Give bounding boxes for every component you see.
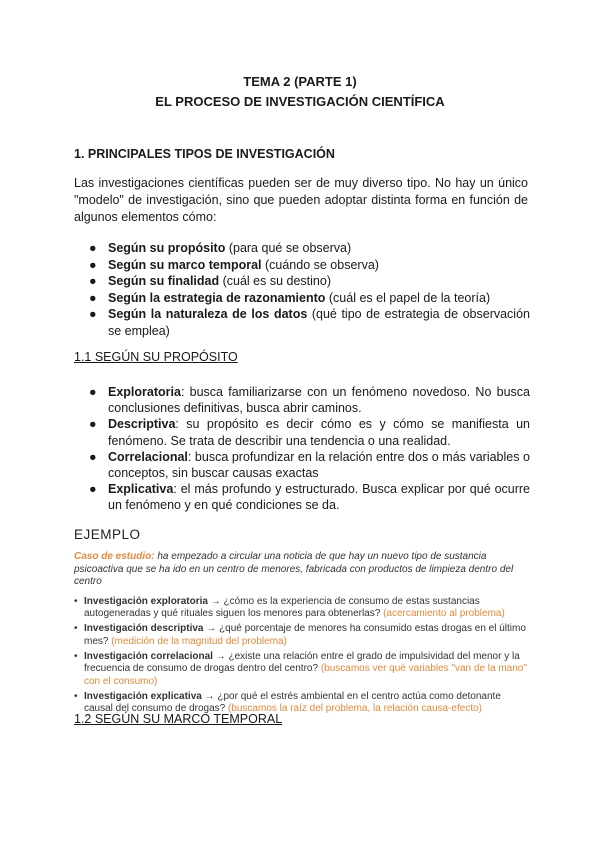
- section-heading-tipos: 1. PRINCIPALES TIPOS DE INVESTIGACIÓN: [74, 147, 335, 161]
- list-item: • Investigación explicativa → ¿por qué el estrés ambiental en el centro actúa como detonante causal del consumo de drogas? (buscamos la raíz del problema, la relación causa-efecto): [74, 690, 501, 714]
- list-item: • Investigación descriptiva → ¿qué porcentaje de menores ha consumido estas drogas en el último mes? (medición de la magnitud del problema): [74, 623, 526, 647]
- subsection-heading-marco-temporal: 1.2 SEGÚN SU MARCO TEMPORAL: [74, 712, 283, 726]
- list-item: ● Según su finalidad (cuál es su destino): [89, 274, 331, 288]
- list-item: ● Descriptiva: su propósito es decir cómo es y cómo se manifiesta un fenómeno. Se trata de describir una tendencia o una realidad.: [89, 417, 530, 448]
- list-item: ● Según su propósito (para qué se observa): [89, 241, 352, 255]
- list-item: • Investigación correlacional → ¿existe una relación entre el grado de impulsividad del menor y la frecuencia de consumo de drogas dentro del centro? (buscamos ver qué variables "van de la mano" con el consumo): [74, 650, 527, 687]
- list-item: ● Correlacional: busca profundizar en la relación entre dos o más variables o conceptos, sin buscar causas exactas: [89, 449, 530, 481]
- example-list: [74, 596, 532, 716]
- list-item: ● Según su marco temporal (cuándo se observa): [89, 257, 379, 272]
- list-item: ● Según la naturaleza de los datos (qué tipo de estrategia de observación se emplea): [89, 307, 530, 338]
- criteria-list: [74, 240, 530, 339]
- intro-paragraph: Las investigaciones científicas pueden ser de muy diverso tipo. No hay un único "modelo" de investigación, sino que pueden adoptar distinta forma en función de algunos elementos cómo:: [74, 176, 528, 224]
- purpose-list: [74, 384, 530, 514]
- list-item: • Investigación exploratoria → ¿cómo es la experiencia de consumo de estas sustancias autogeneradas y qué rituales siguen los menores para obtenerlas? (acercamiento al problema): [74, 595, 505, 619]
- case-study: Caso de estudio: ha empezado a circular una noticia de que hay un nuevo tipo de sustancia psicoactiva que se ha ido en un centro de menores, fabricada con productos de limpieza dentro del centro: [74, 551, 514, 587]
- document-title-line1: TEMA 2 (PARTE 1): [243, 74, 357, 89]
- list-item: ● Exploratoria: busca familiarizarse con un fenómeno novedoso. No busca conclusiones definitivas, busca abrir caminos.: [89, 385, 530, 416]
- list-item: ● Según la estrategia de razonamiento (cuál es el papel de la teoría): [89, 290, 491, 305]
- example-box: [74, 551, 532, 718]
- subsection-heading-proposito: 1.1 SEGÚN SU PROPÓSITO: [74, 350, 238, 364]
- list-item: ● Explicativa: el más profundo y estructurado. Busca explicar por qué ocurre un fenómeno y en qué condiciones se da.: [89, 482, 530, 513]
- document-title-line2: EL PROCESO DE INVESTIGACIÓN CIENTÍFICA: [155, 94, 445, 109]
- example-title: EJEMPLO: [74, 527, 141, 542]
